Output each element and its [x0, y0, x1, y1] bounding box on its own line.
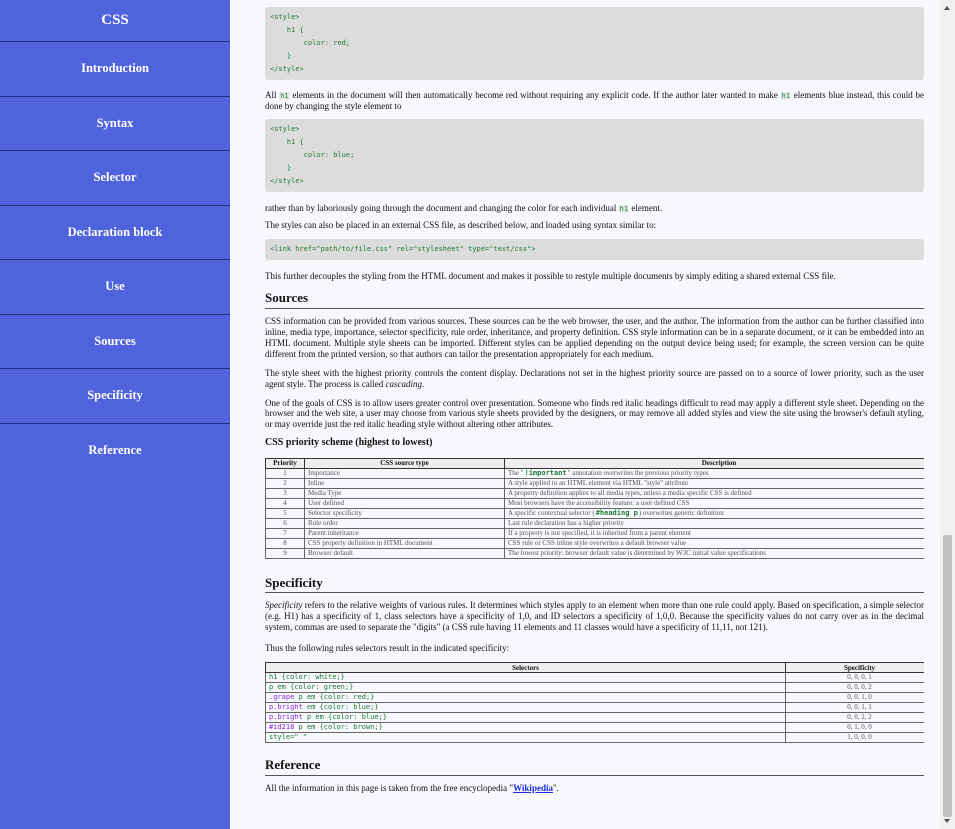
table-row — [266, 538, 925, 548]
text: elements blue instead, this could be done by changing the style element to — [265, 90, 924, 111]
text: ) overwrites generic definition — [638, 508, 724, 517]
priority-cell: 4 — [266, 498, 305, 508]
reference-paragraph — [265, 783, 924, 794]
specificity-cell: 0, 0, 1, 1 — [786, 703, 925, 713]
table-row — [266, 693, 925, 703]
selector-cell — [266, 673, 786, 683]
table-row — [266, 488, 925, 498]
priority-header: Priority — [266, 458, 305, 468]
table-row — [266, 673, 925, 683]
priority-cell: 7 — [266, 528, 305, 538]
priority-cell: 3 — [266, 488, 305, 498]
priority-cell: 1 — [266, 468, 305, 478]
specificity-cell: 0, 1, 0, 0 — [786, 723, 925, 733]
inline-code: h1 — [781, 92, 791, 100]
nav-brand[interactable]: CSS — [0, 0, 230, 42]
scrollbar[interactable] — [940, 0, 955, 829]
type-cell: Media Type — [305, 488, 505, 498]
description-cell: The lowest priority: browser default value is determined by W3C initial value specifications — [505, 548, 925, 558]
specificity-cell: 1, 0, 0, 0 — [786, 733, 925, 743]
selector-cell — [266, 703, 786, 713]
specificity-cell: 0, 0, 0, 2 — [786, 683, 925, 693]
sources-paragraph-1: CSS information can be provided from various sources. These sources can be the web browser, the user, and the author. The information from the author can be further classified into inline, media type, importance, selector specificity, rule order, inheritance, and property definition. CSS style information can be in a separate document, or it can be embedded into an HTML document. Multiple style sheets can be imported. Different styles can be applied depending on the output device being used; for example, the screen version can be quite different from the printed version, so that authors can tailor the presentation appropriately for each medium. — [265, 315, 924, 359]
priority-table-title: CSS priority scheme (highest to lowest) — [265, 437, 433, 449]
code-block-blue: <style> h1 { color: blue; } </style> — [265, 119, 924, 192]
text: refers to the relative weights of various rules. It determines which styles apply to an element when more than one rule could apply. Based on specification, a simple selector (e.g. H1) has a specificity of 1, class selectors have a specificity of 1,0, and ID selectors a specificity of 1,0,0. Because the specificity values do not carry over as in the decimal system, commas are used to separate the "digits" (a CSS rule having 11 elements and 11 classes would have a specificity of 11,11, not 121). — [265, 600, 924, 633]
sources-heading: Sources — [265, 290, 924, 309]
table-row — [266, 478, 925, 488]
table-row — [266, 498, 925, 508]
text: All the information in this page is taken from the free encyclopedia " — [265, 783, 514, 794]
text: element. — [629, 202, 663, 213]
table-row — [266, 528, 925, 538]
table-row — [266, 723, 925, 733]
table-row — [266, 703, 925, 713]
specificity-cell: 0, 0, 1, 0 — [786, 693, 925, 703]
text: All — [265, 90, 280, 100]
description-cell: Most browsers have the accessibility feature: a user defined CSS — [505, 498, 925, 508]
nav-item-use[interactable]: Use — [0, 260, 230, 315]
paragraph-decouples: This further decouples the styling from the HTML document and makes it possible to restyle multiple documents by simply editing a shared external CSS file. — [265, 270, 836, 281]
table-row — [266, 683, 925, 693]
code-block-link: <link href="path/to/file.css" rel="stylesheet" type="text/css"> — [265, 239, 924, 260]
text: A specific contextual selector ( — [508, 508, 595, 517]
emphasis: Specificity — [265, 600, 303, 611]
selector-prefix: .grape — [269, 693, 295, 702]
priority-cell: 5 — [266, 508, 305, 518]
paragraph-external: The styles can also be placed in an external CSS file, as described below, and loaded using syntax similar to: — [265, 219, 657, 230]
table-row — [266, 733, 925, 743]
description-header: Description — [505, 458, 925, 468]
source-type-header: CSS source type — [305, 458, 505, 468]
reference-heading: Reference — [265, 757, 924, 776]
type-cell: Parent inheritance — [305, 528, 505, 538]
inline-code: #heading p — [595, 508, 638, 517]
specificity-paragraph-2: Thus the following rules selectors result in the indicated specificity: — [265, 643, 510, 654]
selector-prefix: #id218 — [269, 723, 295, 732]
inline-code: h1 — [280, 92, 289, 100]
specificity-heading: Specificity — [265, 575, 924, 594]
selector-cell — [266, 693, 786, 703]
selector-cell — [266, 713, 786, 723]
inline-code: !important — [524, 468, 567, 477]
description-cell — [505, 468, 925, 478]
selector-prefix: p.bright — [269, 703, 303, 712]
text: ". — [552, 783, 559, 794]
sidebar — [0, 0, 230, 829]
table-row — [266, 508, 925, 518]
scroll-up-icon[interactable] — [944, 6, 950, 10]
priority-cell: 9 — [266, 548, 305, 558]
text: elements in the document will then automatically become red without requiring any explicit code. If the author later wanted to make — [289, 90, 781, 100]
table-row — [266, 468, 925, 478]
type-cell: User defined — [305, 498, 505, 508]
text: p em {color: brown;} — [294, 723, 383, 732]
description-cell: CSS rule or CSS inline style overwrites a default browser value — [505, 538, 925, 548]
nav-item-reference[interactable]: Reference — [88, 442, 142, 457]
text: style=" " — [269, 733, 307, 742]
type-cell: Rule order — [305, 518, 505, 528]
description-cell: A style applied to an HTML element via HTML "style" attribute — [505, 478, 925, 488]
inline-code: h1 — [619, 204, 629, 213]
nav-item-selector[interactable]: Selector — [0, 151, 230, 206]
sources-paragraph-2 — [265, 368, 924, 390]
sources-paragraph-3: One of the goals of CSS is to allow users greater control over presentation. Someone who finds red italic headings difficult to read may apply a different style sheet. Depending on the browser and the web site, a user may choose from various style sheets provided by the designers, or may remove all added styles and view the site using the browser's default styling, or may override just the red italic heading style without altering other attributes. — [265, 397, 924, 430]
table-row — [266, 713, 925, 723]
text: p em {color: red;} — [294, 693, 375, 702]
text: p em {color: green;} — [269, 683, 354, 692]
text: The style sheet with the highest priority controls the content display. Declarations not set in the highest priority source are passed on to a source of lower priority, such as the user agent style. The process is called — [265, 367, 924, 389]
selector-prefix: p.bright — [269, 713, 303, 722]
nav-item-declaration-block[interactable]: Declaration block — [0, 206, 230, 261]
text: " annotation overwrites the previous priority types — [567, 468, 709, 477]
type-cell: Browser default — [305, 548, 505, 558]
table-row — [266, 518, 925, 528]
type-cell: Importance — [305, 468, 505, 478]
type-cell: Selector specificity — [305, 508, 505, 518]
specificity-paragraph-1 — [265, 600, 924, 633]
scroll-down-icon[interactable] — [944, 819, 950, 823]
wikipedia-link[interactable]: Wikipedia — [513, 783, 553, 794]
nav-item-syntax[interactable]: Syntax — [0, 97, 230, 152]
table-row — [266, 548, 925, 558]
priority-table — [265, 458, 924, 559]
emphasis: cascading — [385, 378, 423, 389]
nav-item-sources[interactable]: Sources — [0, 315, 230, 370]
text: rather than by laboriously going through the document and changing the color for each individual — [265, 202, 619, 213]
priority-cell: 6 — [266, 518, 305, 528]
paragraph-laborious — [265, 203, 924, 214]
code-block-red: <style> h1 { color: red; } </style> — [265, 7, 924, 80]
specificity-cell: 0, 0, 2, 2 — [786, 713, 925, 723]
type-cell: Inline — [305, 478, 505, 488]
specificity-header: Specificity — [786, 663, 925, 673]
priority-cell: 2 — [266, 478, 305, 488]
specificity-table — [265, 662, 924, 743]
text: h1 {color: white;} — [269, 673, 345, 682]
main-content — [260, 0, 924, 829]
specificity-cell: 0, 0, 0, 1 — [786, 673, 925, 683]
nav-item-introduction[interactable]: Introduction — [0, 42, 230, 97]
description-cell: Last rule declaration has a higher priority — [505, 518, 925, 528]
text: The " — [508, 468, 524, 477]
nav-item-specificity[interactable]: Specificity — [0, 369, 230, 424]
priority-cell: 8 — [266, 538, 305, 548]
type-cell: CSS property definition in HTML document — [305, 538, 505, 548]
selector-cell — [266, 683, 786, 693]
paragraph-h1-red — [265, 90, 924, 112]
selectors-header: Selectors — [266, 663, 786, 673]
selector-cell — [266, 733, 786, 743]
description-cell: A property definition applies to all media types, unless a media specific CSS is defined — [505, 488, 925, 498]
text: p em {color: blue;} — [302, 713, 388, 722]
text: . — [422, 378, 425, 389]
scroll-thumb[interactable] — [943, 535, 952, 817]
description-cell — [505, 508, 925, 518]
description-cell: If a property is not specified, it is inherited from a parent element — [505, 528, 925, 538]
selector-cell — [266, 723, 786, 733]
text: em {color: blue;} — [302, 703, 379, 712]
